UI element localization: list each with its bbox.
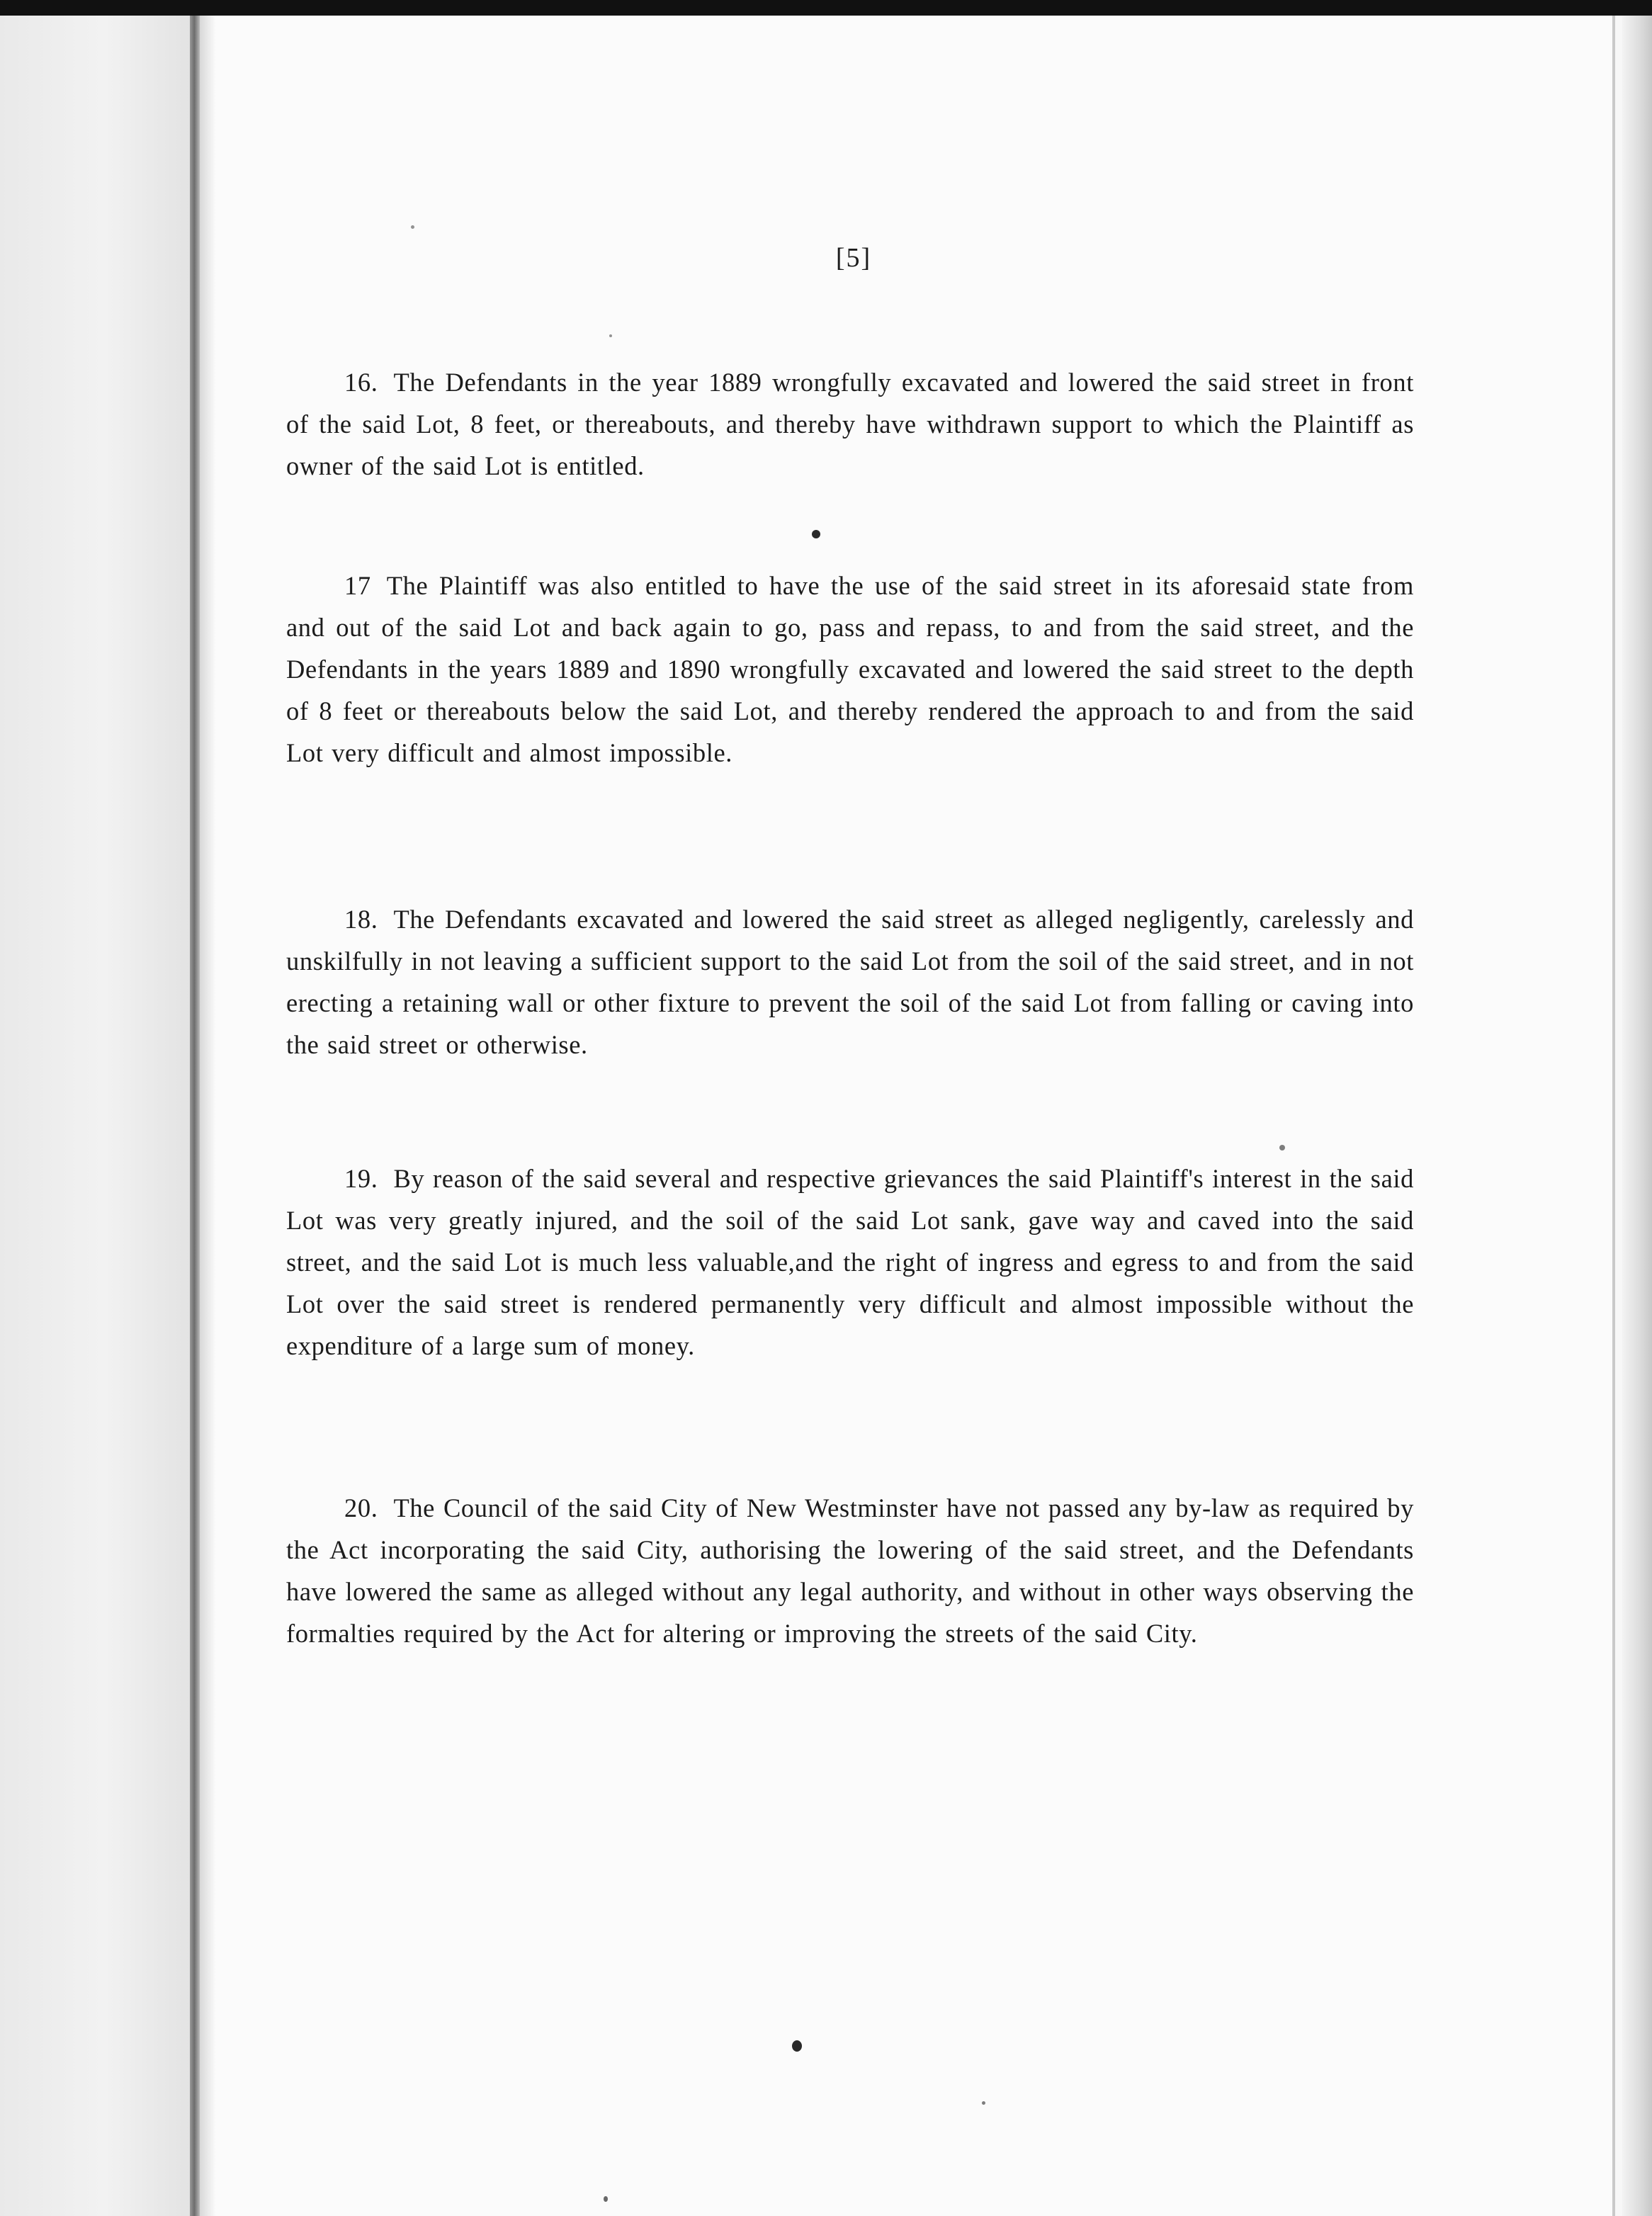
scan-speck — [792, 2040, 802, 2052]
paragraph-number: 20. — [344, 1493, 378, 1522]
scan-speck — [609, 334, 612, 337]
scan-speck — [982, 2101, 985, 2105]
page-number: [5] — [835, 243, 872, 273]
spine-shadow — [200, 16, 215, 2216]
paragraph-number: 18. — [344, 905, 378, 934]
paragraph-number: 17 — [344, 571, 371, 600]
paragraph-17 — [286, 565, 1414, 774]
paragraph-16 — [286, 361, 1414, 487]
paragraph-number: 19. — [344, 1164, 378, 1193]
scan-speck — [604, 2196, 608, 2202]
paragraph-text: The Defendants excavated and lowered the said street as alleged negligently, carelessly and unskilfully in not leaving a sufficient support to the said Lot from the soil of the said street, and in not erecting a retaining wall or other fixture to prevent the soil of the said Lot from falling or caving into the said street or otherwise. — [286, 905, 1414, 1059]
right-page-edge-line — [1612, 16, 1615, 2216]
paragraph-number: 16. — [344, 368, 378, 397]
paragraph-text: The Plaintiff was also entitled to have the use of the said street in its aforesaid state from and out of the said Lot and back again to go, pass and repass, to and from the said street, and the Defendants in the years 1889 and 1890 wrongfully excavated and lowered the said street to the depth of 8 feet or thereabouts below the said Lot, and thereby rendered the approach to and from the said Lot very difficult and almost impossible. — [286, 571, 1414, 767]
paragraph-text: The Council of the said City of New Westminster have not passed any by-law as required by the Act incorporating the said City, authorising the lowering of the said street, and the Defendants have lowered the same as alleged without any legal authority, and without in other ways observing the formalties required by the Act for altering or improving the streets of the said City. — [286, 1493, 1414, 1648]
scan-speck — [411, 225, 414, 229]
document-page — [215, 16, 1612, 2216]
paragraph-18 — [286, 898, 1414, 1065]
paragraph-text: The Defendants in the year 1889 wrongfully excavated and lowered the said street in front of the said Lot, 8 feet, or thereabouts, and thereby have withdrawn support to which the Plaintiff as owner of the said Lot is entitled. — [286, 368, 1414, 480]
facing-page-gutter — [0, 16, 190, 2216]
right-page-edge — [1622, 16, 1652, 2216]
paragraph-19 — [286, 1158, 1414, 1367]
paragraph-20 — [286, 1487, 1414, 1654]
scan-top-border — [0, 0, 1652, 16]
scan-speck — [812, 530, 820, 538]
paragraph-text: By reason of the said several and respective grievances the said Plaintiff's interest in the said Lot was very greatly injured, and the soil of the said Lot sank, gave way and caved into the said street, and the said Lot is much less valuable,and the right of ingress and egress to and from the said Lot over the said street is rendered permanently very difficult and almost impossible without the expenditure of a large sum of money. — [286, 1164, 1414, 1360]
binding-spine — [190, 16, 200, 2216]
scan-speck — [1279, 1145, 1285, 1151]
